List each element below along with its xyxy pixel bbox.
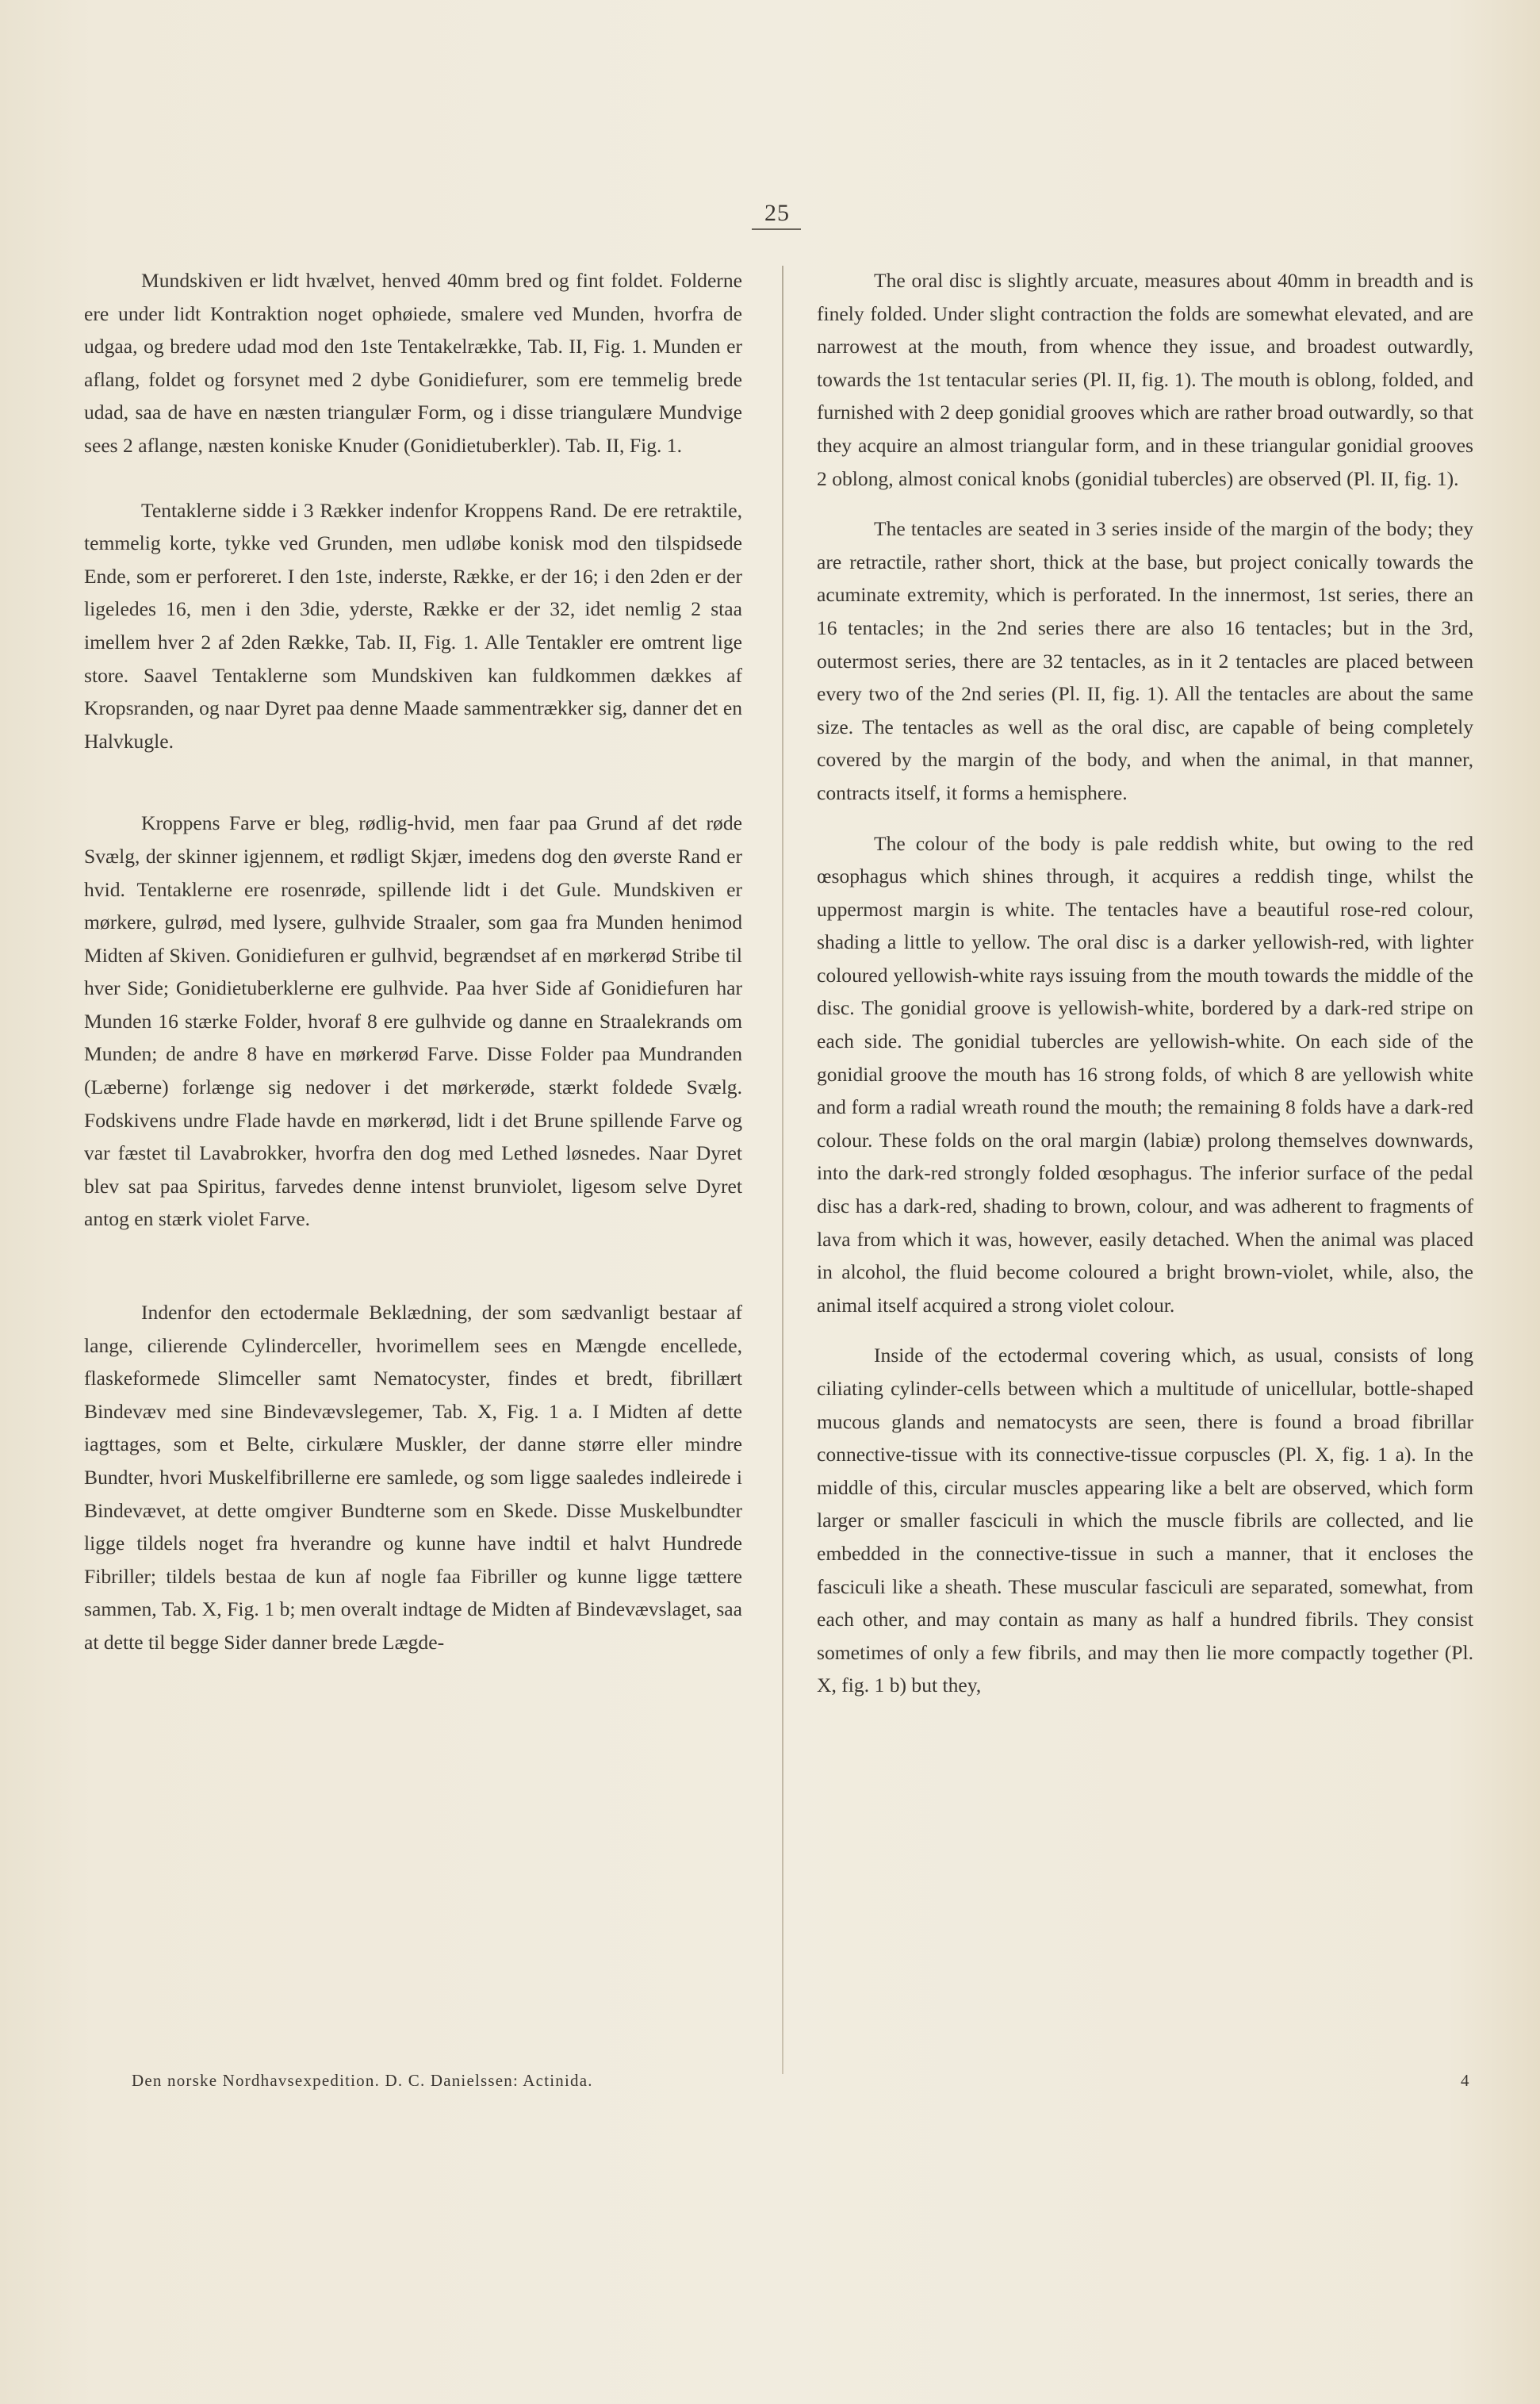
page-number: 25 [764,200,790,226]
english-text-column [817,264,1473,1702]
footer-publication: Den norske Nordhavsexpedition. D. C. Danielssen: Actinida. [132,2071,593,2090]
danish-paragraph-colour: Kroppens Farve er bleg, rødlig-hvid, men faar paa Grund af det røde Svælg, der skinner igjennem, et rødligt Skjær, imedens dog den øverste Rand er hvid. Tentaklerne ere rosenrøde, spillende lidt i det Gule. Mundskiven er mørkere, gulrød, med lysere, gulhvide Straaler, som gaa fra Munden henimod Midten af Skiven. Gonidiefuren er gulhvid, begrændset af en mørkerød Stribe til hver Side; Gonidietuberklerne ere gulhvide. Paa hver Side af Gonidiefuren har Munden 16 stærke Folder, hvoraf 8 ere gulhvide og danne en Straalekrands om Munden; de andre 8 have en mørkerød Farve. Disse Folder paa Mundranden (Læberne) forlænge sig nedover i det mørkerøde, stærkt foldede Svælg. Fodskivens undre Flade havde en mørkerød, lidt i det Brune spillende Farve og var fæstet til Lavabrokker, hvorfra den dog med Lethed løsnedes. Naar Dyret blev sat paa Spiritus, farvedes denne intenst brunviolet, ligesom selve Dyret antog en stærk violet Farve. [84,811,742,1231]
english-paragraph-oral-disc: The oral disc is slightly arcuate, measures about 40mm in breadth and is finely folded. Under slight contraction the folds are somewhat elevated, and are narrowest at the mouth, from whence they issue, and broadest outwardly, towards the 1st tentacular series (Pl. II, fig. 1). The mouth is oblong, folded, and furnished with 2 deep gonidial grooves which are rather broad outwardly, so that they acquire an almost triangular form, and in these triangular gonidial grooves 2 oblong, almost conical knobs (gonidial tubercles) are observed (Pl. II, fig. 1). [817,269,1473,490]
column-divider [782,266,783,2074]
footer-signature-number: 4 [1461,2071,1470,2090]
danish-paragraph-ectoderm: Indenfor den ectodermale Beklædning, der som sædvanligt bestaar af lange, cilierende Cylinderceller, hvorimellem sees en Mængde encellede, flaskeformede Slimceller samt Nematocyster, findes et bredt, fibrillært Bindevæv med sine Bindevævslegemer, Tab. X, Fig. 1 a. I Midten af dette iagttages, som et Belte, cirkulære Muskler, der danne større eller mindre Bundter, hvori Muskelfibrillerne ere samlede, og som ligge saaledes indleirede i Bindevævet, at dette omgiver Bundterne som en Skede. Disse Muskelbundter ligge tildels noget fra hverandre og kunne have indtil et halvt Hundrede Fibriller; tildels bestaa de kun af nogle faa Fibriller og kunne ligge tættere sammen, Tab. X, Fig. 1 b; men overalt indtage de Midten af Bindevævslaget, saa at dette til begge Sider danner brede Lægde- [84,1301,742,1654]
danish-paragraph-oral-disc: Mundskiven er lidt hvælvet, henved 40mm bred og fint foldet. Folderne ere under lidt Kontraktion noget ophøiede, smalere ved Munden, hvorfra de udgaa, og bredere udad mod den 1ste Tentakelrække, Tab. II, Fig. 1. Munden er aflang, foldet og forsynet med 2 dybe Gonidiefurer, som ere temmelig brede udad, saa de have en næsten triangulær Form, og i disse triangulære Mundvige sees 2 aflange, næsten koniske Knuder (Gonidietuberkler). Tab. II, Fig. 1. [84,269,742,457]
english-paragraph-colour: The colour of the body is pale reddish white, but owing to the red œsophagus which shines through, it acquires a reddish tinge, whilst the uppermost margin is white. The tentacles have a beautiful rose-red colour, shading a little to yellow. The oral disc is a darker yellowish-red, with lighter coloured yellowish-white rays issuing from the mouth towards the middle of the disc. The gonidial groove is yellowish-white, bordered by a dark-red stripe on each side. The gonidial tubercles are yellowish-white. On each side of the gonidial groove the mouth has 16 strong folds, of which 8 are yellowish white and form a radial wreath round the mouth; the remaining 8 folds have a dark-red colour. These folds on the oral margin (labiæ) prolong themselves downwards, into the dark-red strongly folded œsophagus. The inferior surface of the pedal disc has a dark-red, shading to brown, colour, and was adherent to fragments of lava from which it was, however, easily detached. When the animal was placed in alcohol, the fluid become coloured a bright brown-violet, while, also, the animal itself acquired a strong violet colour. [817,831,1473,1317]
danish-text-column [84,264,742,1659]
danish-paragraph-tentacles: Tentaklerne sidde i 3 Rækker indenfor Kroppens Rand. De ere retraktile, temmelig korte, tykke ved Grunden, men udløbe konisk mod den tilspidsede Ende, som er perforeret. I den 1ste, inderste, Række, er der 16; i den 2den er der ligeledes 16, men i den 3die, yderste, Række er der 32, idet nemlig 2 staa imellem hver 2 af 2den Række, Tab. II, Fig. 1. Alle Tentakler ere omtrent lige store. Saavel Tentaklerne som Mundskiven kan fuldkommen dækkes af Kropsranden, og naar Dyret paa denne Maade sammentrækker sig, danner det en Halvkugle. [84,498,742,753]
english-paragraph-tentacles: The tentacles are seated in 3 series inside of the margin of the body; they are retractile, rather short, thick at the base, but project conically towards the acuminate extremity, which is perforated. In the innermost, 1st series, there an 16 tentacles; in the 2nd series there are also 16 tentacles; but in the 3rd, outermost series, there are 32 tentacles, as in it 2 tentacles are placed between every two of the 2nd series (Pl. II, fig. 1). All the tentacles are about the same size. The tentacles as well as the oral disc, are capable of being completely covered by the margin of the body, and when the animal, in that manner, contracts itself, it forms a hemisphere. [817,517,1473,804]
english-paragraph-ectoderm: Inside of the ectodermal covering which, as usual, consists of long ciliating cylinder-cells between which a multitude of unicellular, bottle-shaped mucous glands and nematocysts are seen, there is found a broad fibrillar connective-tissue with its connective-tissue corpuscles (Pl. X, fig. 1 a). In the middle of this, circular muscles appearing like a belt are observed, which form larger or smaller fasciculi in which the muscle fibrils are collected, and lie embedded in the connective-tissue in such a manner, that it encloses the fasciculi like a sheath. These muscular fasciculi are separated, somewhat, from each other, and may contain as many as half a hundred fibrils. They consist sometimes of only a few fibrils, and may then lie more compactly together (Pl. X, fig. 1 b) but they, [817,1344,1473,1697]
page-number-rule [752,228,801,230]
